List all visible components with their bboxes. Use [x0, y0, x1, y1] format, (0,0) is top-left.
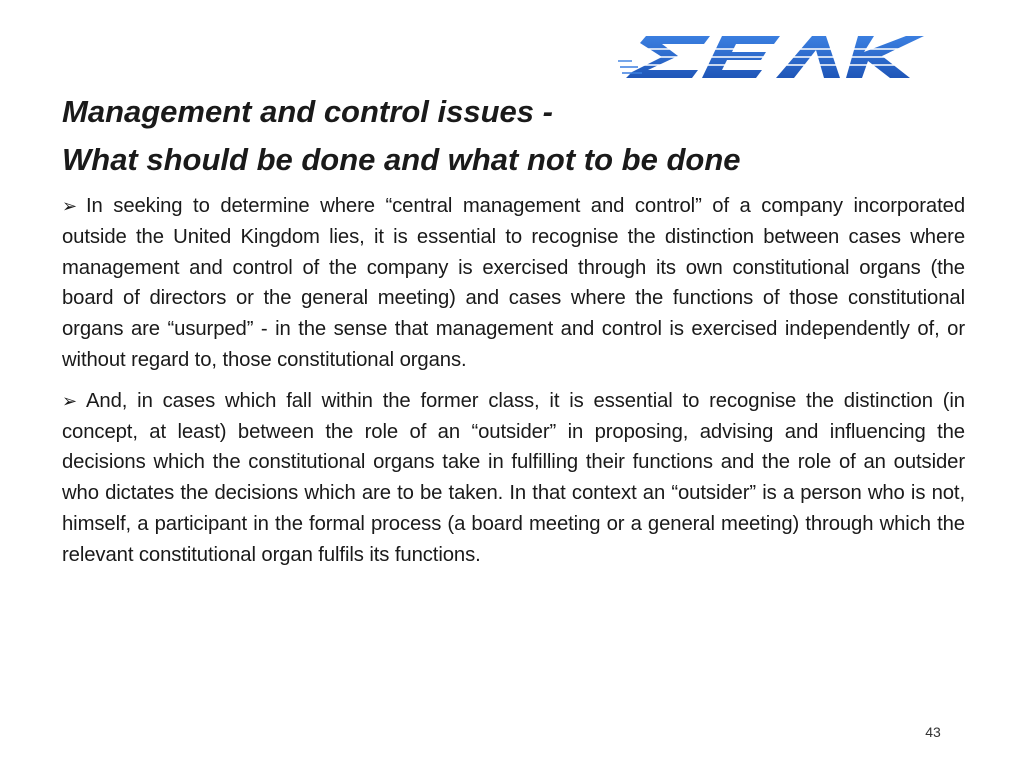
arrow-bullet-icon: ➢	[62, 196, 77, 216]
bullet-paragraph-1	[62, 191, 965, 376]
title-line-2: What should be done and what not to be done	[62, 142, 741, 177]
bullet-paragraph-2	[62, 386, 965, 571]
page-number: 43	[925, 724, 941, 740]
paragraph-text-2: And, in cases which fall within the former class, it is essential to recognise the distinction (in concept, at least) between the role of an “outsider” in proposing, advising and influencing the decisions which the constitutional organs take in fulfilling their functions and the role of an outsider who dictates the decisions which are to be taken. In that context an “outsider” is a person who is not, himself, a participant in the formal process (a board meeting or a general meeting) through which the relevant constitutional organ fulfils its functions.	[62, 389, 965, 566]
slide-body	[62, 191, 965, 581]
paragraph-text-1: In seeking to determine where “central management and control” of a company incorporated outside the United Kingdom lies, it is essential to recognise the distinction between cases where management and control of the company is exercised through its own constitutional organs (the board of directors or the general meeting) and cases where the functions of those constitutional organs are “usurped” - in the sense that management and control is exercised independently of, or without regard to, those constitutional organs.	[62, 195, 965, 371]
title-line-1: Management and control issues -	[62, 94, 553, 129]
arrow-bullet-icon: ➢	[62, 390, 77, 411]
company-logo	[618, 34, 928, 80]
slide-title	[62, 88, 962, 184]
